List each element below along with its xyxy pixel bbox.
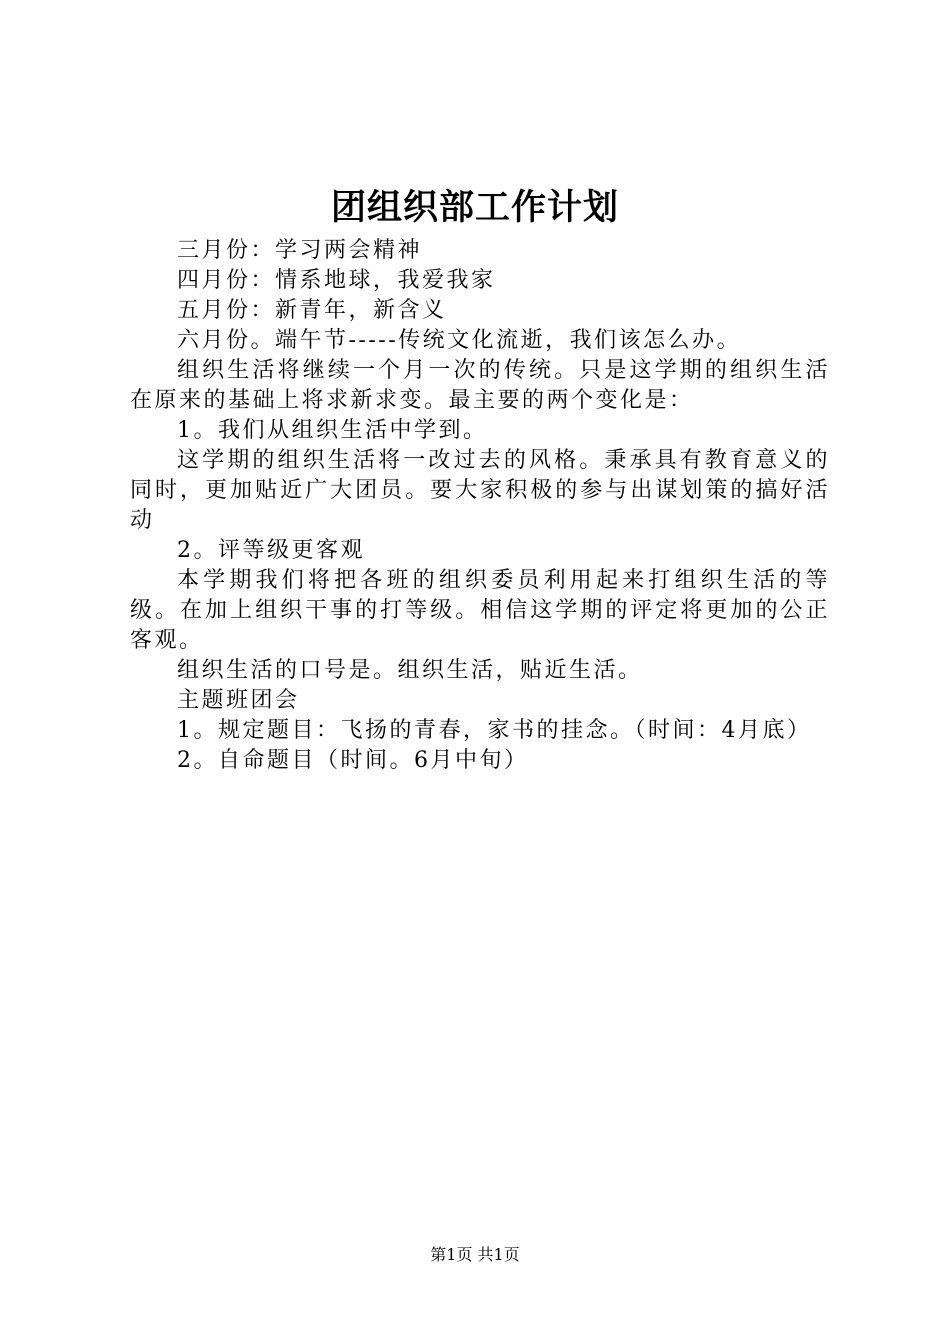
paragraph: 主题班团会 [177, 688, 300, 713]
paragraph: 1。我们从组织生活中学到。 [177, 418, 488, 443]
paragraph: 组织生活的口号是。组织生活，贴近生活。 [177, 658, 643, 683]
paragraph: 组织生活将继续一个月一次的传统。只是这学期的组织生活在原来的基础上将求新求变。最主要的两个变化是： [130, 358, 830, 413]
page-title: 团组织部工作计划 [330, 187, 619, 228]
document-body [130, 236, 830, 776]
paragraph: 这学期的组织生活将一改过去的风格。秉承具有教育意义的同时，更加贴近广大团员。要大家积极的参与出谋划策的搞好活动 [130, 448, 830, 533]
paragraph: 2。自命题目（时间。6月中旬） [177, 748, 529, 773]
paragraph: 五月份：新青年，新含义 [177, 298, 447, 323]
paragraph: 四月份：情系地球，我爱我家 [177, 268, 496, 293]
paragraph: 本学期我们将把各班的组织委员利用起来打组织生活的等级。在加上组织干事的打等级。相信这学期的评定将更加的公正客观。 [130, 568, 830, 653]
paragraph: 1。规定题目：飞扬的青春，家书的挂念。（时间：4月底） [177, 718, 812, 743]
paragraph: 六月份。端午节-----传统文化流逝，我们该怎么办。 [177, 328, 742, 353]
paragraph: 2。评等级更客观 [177, 538, 365, 563]
paragraph: 三月份：学习两会精神 [177, 238, 423, 263]
page-footer: 第1页 共1页 [430, 1245, 520, 1264]
